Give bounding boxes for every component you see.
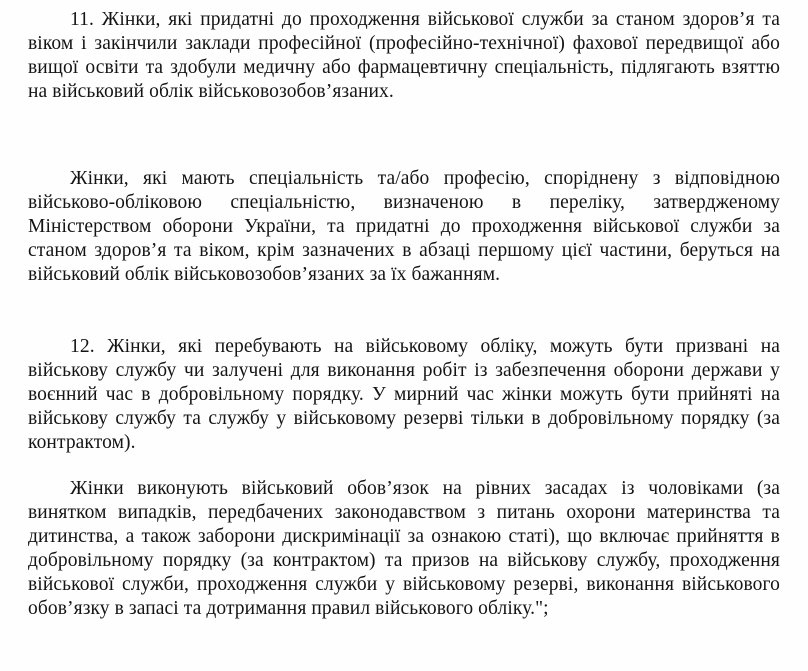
- paragraph-12: 12. Жінки, які перебувають на військовому обліку, можуть бути призвані на військову службу чи залучені для виконання робіт із забезпечення оборони держави у воєнний час в добровільному порядку. У мирний час жінки можуть бути прийняті на військову службу та службу у військовому резерві тільки в добровільному порядку (за контрактом).: [28, 336, 780, 454]
- paragraph-11: 11. Жінки, які придатні до проходження військової служби за станом здоров’я та віком і закінчили заклади професійної (професійно-технічної) фахової передвищої або вищої освіти та здобули медичну або фармацевтичну спеціальність, підлягають взяттю на військовий облік військовозобов’язаних.: [28, 9, 780, 103]
- paragraph-11-second: Жінки, які мають спеціальність та/або професію, споріднену з відповідною військово-обліковою спеціальністю, визначеною в переліку, затвердженому Міністерством оборони України, та придатні до проходження військової служби за станом здоров’я та віком, крім зазначених в абзаці першому цієї частини, беруться на військовий облік військовозобов’язаних за їх бажанням.: [28, 168, 780, 286]
- paragraph-12-second: Жінки виконують військовий обов’язок на рівних засадах із чоловіками (за винятком випадків, передбачених законодавством з питань охорони материнства та дитинства, а також заборони дискримінації за ознакою статі), що включає прийняття в добровільному порядку (за контрактом) та призов на військову службу, проходження військової служби, проходження служби у військовому резерві, виконання військового обов’язку в запасі та дотримання правил військового обліку.";: [28, 478, 780, 620]
